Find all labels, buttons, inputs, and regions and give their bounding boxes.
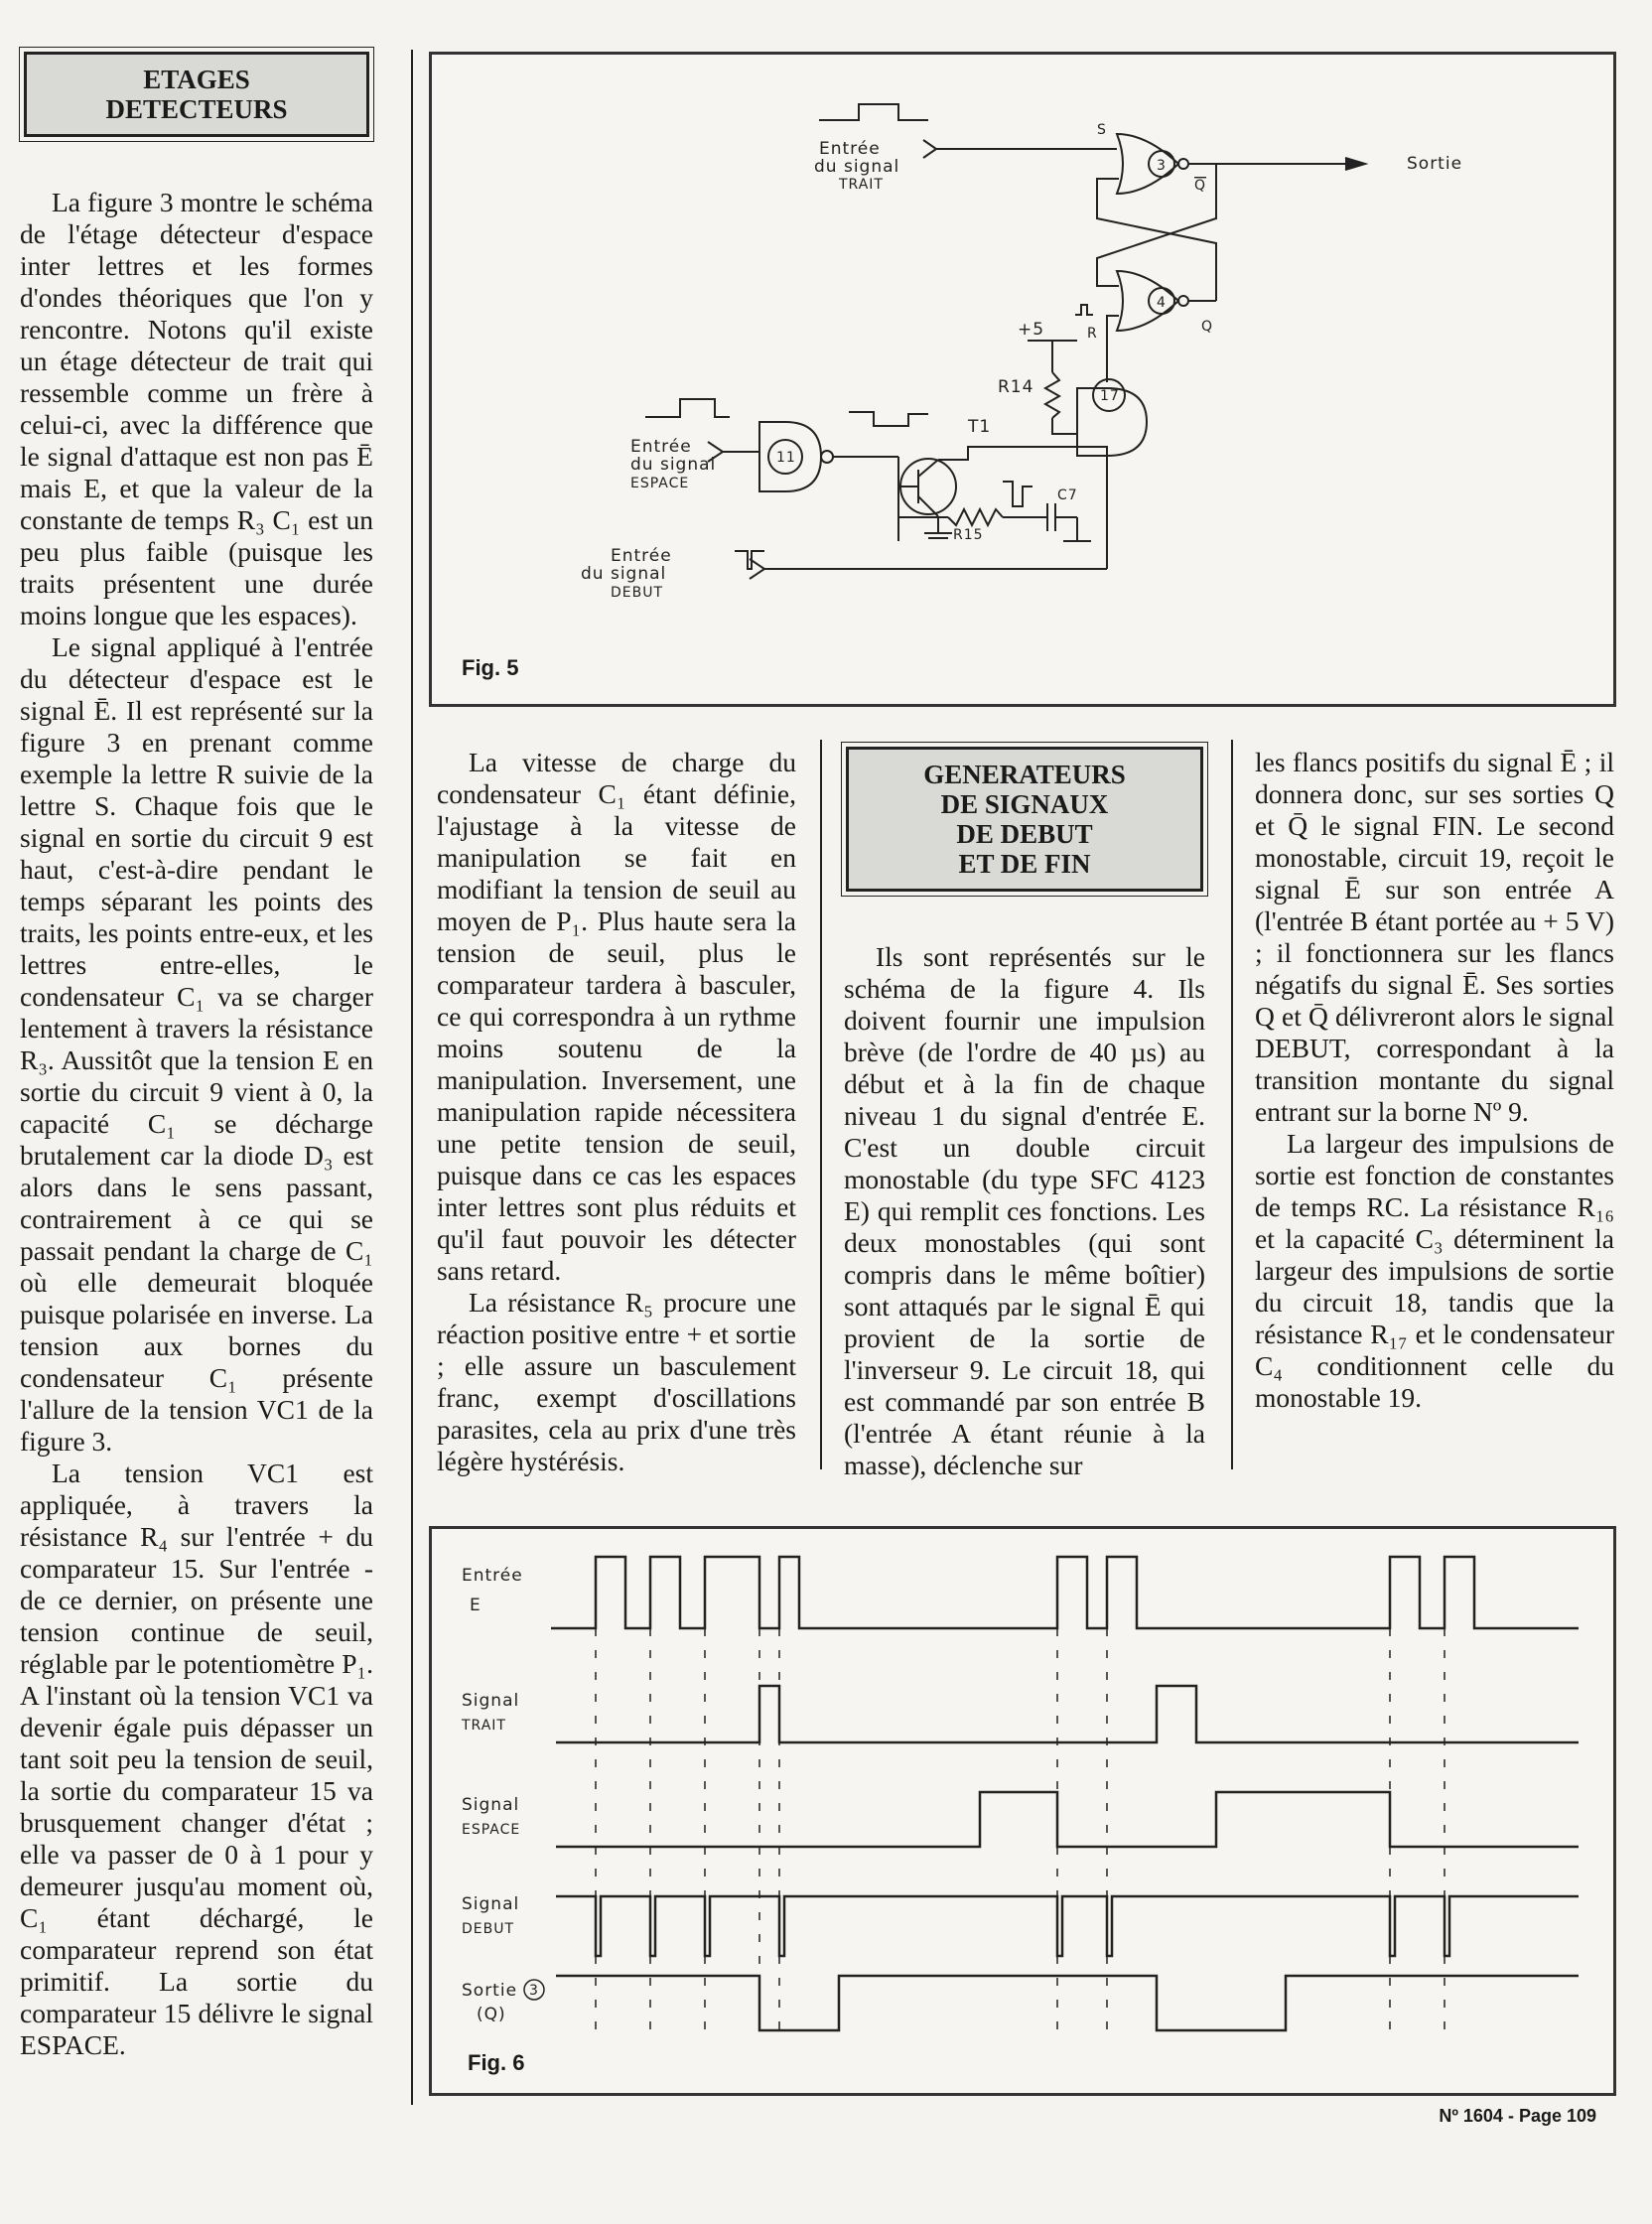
pin-qbar: Q: [1194, 178, 1207, 194]
page-footer: Nº 1604 - Page 109: [1439, 2106, 1596, 2126]
section-heading-etages-detecteurs: [24, 52, 369, 137]
figure-5-label: Fig. 5: [462, 655, 519, 680]
row-label-entree-1: Entrée: [462, 1566, 523, 1586]
figure-6-frame: [429, 1526, 1616, 2096]
paragraph: Ils sont représentés sur le schéma de la figure 4. Ils doivent fournir une impulsion brève (de l'ordre de 40 µs) au début et à la fin de chaque niveau 1 du signal d'entrée E. C'est un double circuit monostable (du type SFC 4123 E) qui remplit ces fonctions. Les deux monostables (qui sont compris dans le même boîtier) sont attaqués par le signal Ē qui provient de la sortie de l'inverseur 9. Le circuit 18, qui est commandé par son entrée B (l'entrée A étant réunie à la masse), déclenche sur: [844, 941, 1205, 1480]
row-label-debut-2: DEBUT: [462, 1921, 515, 1937]
label-entree-espace-2: du signal: [630, 455, 717, 475]
row-label-entree-2: E: [470, 1596, 482, 1615]
row-label-sortie-2: (Q): [477, 2005, 506, 2024]
label-sortie: Sortie: [1407, 154, 1463, 174]
row-label-sortie-1: Sortie: [462, 1981, 518, 2001]
paragraph: La largeur des impulsions de sortie est fonction de constantes de temps RC. La résistance R₁₆ et la capacité C₃ déterminent la largeur des impulsions de sortie du circuit 18, tandis que la résistance R₁₇ et le condensateur C₄ conditionnent celle du monostable 19.: [1255, 1128, 1614, 1413]
column-divider: [1231, 740, 1233, 1469]
label-plus5: +5: [1018, 320, 1045, 340]
row-label-espace-1: Signal: [462, 1795, 520, 1815]
column-1: [20, 52, 373, 2061]
column-divider: [411, 50, 413, 2105]
row-label-sortie-circle: 3: [529, 1983, 539, 1999]
gate-3-number: 3: [1157, 158, 1167, 174]
paragraph: La tension VC1 est appliquée, à travers la résistance R₄ sur l'entrée + du comparateur 15. Sur l'entrée - de ce dernier, on présente une tension continue de seuil, réglable par le potentiomètre P₁. A l'instant où la tension VC1 va devenir égale puis dépasser un tant soit peu la tension de seuil, la sortie du comparateur 15 va brusquement changer d'état ; elle va passer de 0 à 1 pour y demeurer jusqu'au moment où, C₁ étant déchargé, le comparateur reprend son état primitif. La sortie du comparateur 15 délivre le signal ESPACE.: [20, 1458, 373, 2060]
heading-line-3: DE DEBUT: [956, 819, 1093, 849]
label-r15: R15: [953, 527, 984, 543]
column-divider: [820, 740, 822, 1469]
heading-line-4: ET DE FIN: [958, 849, 1091, 879]
label-entree-debut-2: du signal: [581, 564, 667, 584]
figure-5-frame: [429, 52, 1616, 707]
paragraph: La résistance R₅ procure une réaction positive entre + et sortie ; elle assure un basculement franc, exempt d'oscillations parasites, cela au prix d'une très légère hystérésis.: [437, 1287, 796, 1476]
gate-4-number: 4: [1157, 295, 1167, 311]
figure-5-schematic: [432, 55, 1613, 704]
gate-11-number: 11: [776, 450, 796, 466]
label-entree-trait-2: du signal: [814, 157, 900, 177]
gate-17-number: 17: [1100, 388, 1120, 404]
pin-s: S: [1097, 122, 1107, 138]
heading-line-1: GENERATEURS: [923, 760, 1126, 789]
label-c7: C7: [1057, 487, 1078, 503]
label-entree-trait-3: TRAIT: [839, 177, 884, 193]
section-heading-generateurs: [846, 747, 1203, 892]
column-3: [844, 747, 1205, 1481]
paragraph: La figure 3 montre le schéma de l'étage détecteur d'espace inter lettres et les formes d'ondes théoriques que l'on y rencontre. Notons qu'il existe un étage détecteur de trait qui ressemble comme un frère à celui-ci, avec la différence que le signal d'attaque est non pas Ē mais E, et que la valeur de la constante de temps R₃ C₁ est un peu plus faible (puisque les traits présentent une durée moins longue que les espaces).: [20, 187, 373, 630]
label-t1: T1: [968, 417, 992, 437]
heading-line-2: DETECTEURS: [105, 94, 288, 124]
column-4: [1255, 747, 1614, 1414]
row-label-debut-1: Signal: [462, 1894, 520, 1914]
heading-line-1: ETAGES: [143, 65, 250, 94]
paragraph: les flancs positifs du signal Ē ; il donnera donc, sur ses sorties Q et Q̄ le signal FIN. Le second monostable, circuit 19, reçoit le signal Ē sur son entrée A (l'entrée B étant portée au + 5 V) ; il fonctionnera sur les flancs négatifs du signal Ē. Ses sorties Q et Q̄ délivreront alors le signal DEBUT, correspondant à la transition montante du signal entrant sur la borne Nº 9.: [1255, 747, 1614, 1127]
column-2: [437, 747, 796, 1477]
row-label-trait-2: TRAIT: [462, 1718, 506, 1734]
paragraph: Le signal appliqué à l'entrée du détecteur d'espace est le signal Ē. Il est représenté sur la figure 3 en prenant comme exemple la lettre R suivie de la lettre S. Chaque fois que le signal en sortie du circuit 9 est haut, c'est-à-dire pendant le temps séparant les points des traits, les points entre-eux, et les lettres entre-elles, le condensateur C₁ va se charger lentement à travers la résistance R₃. Aussitôt que la tension E en sortie du circuit 9 vient à 0, la capacité C₁ se décharge brutalement car la diode D₃ est alors dans le sens passant, contrairement à ce qui se passait pendant la charge de C₁ où elle demeurait bloquée puisque polarisée en inverse. La tension aux bornes du condensateur C₁ présente l'allure de la tension VC1 de la figure 3.: [20, 631, 373, 1457]
label-entree-trait-1: Entrée: [819, 139, 881, 159]
label-entree-debut-3: DEBUT: [611, 585, 664, 601]
row-label-espace-2: ESPACE: [462, 1822, 521, 1838]
paragraph: La vitesse de charge du condensateur C₁ étant définie, l'ajustage à la vitesse de manipulation se fait en modifiant la tension de seuil au moyen de P₁. Plus haute sera la tension de seuil, plus le comparateur tardera à basculer, ce qui correspondra à un rythme moins soutenu de la manipulation. Inversement, une manipulation rapide nécessitera une petite tension de seuil, puisque dans ce cas les espaces inter lettres sont plus réduits et qu'il faut pouvoir les détecter sans retard.: [437, 747, 796, 1286]
row-label-trait-1: Signal: [462, 1691, 520, 1711]
figure-6-label: Fig. 6: [468, 2050, 525, 2075]
figure-6-timing-diagram: [432, 1529, 1613, 2093]
heading-line-2: DE SIGNAUX: [940, 789, 1109, 819]
pin-r: R: [1087, 326, 1098, 342]
label-entree-espace-3: ESPACE: [630, 476, 690, 491]
label-r14: R14: [998, 377, 1034, 397]
label-entree-debut-1: Entrée: [611, 546, 672, 566]
pin-q: Q: [1201, 319, 1214, 335]
label-entree-espace-1: Entrée: [630, 437, 692, 457]
